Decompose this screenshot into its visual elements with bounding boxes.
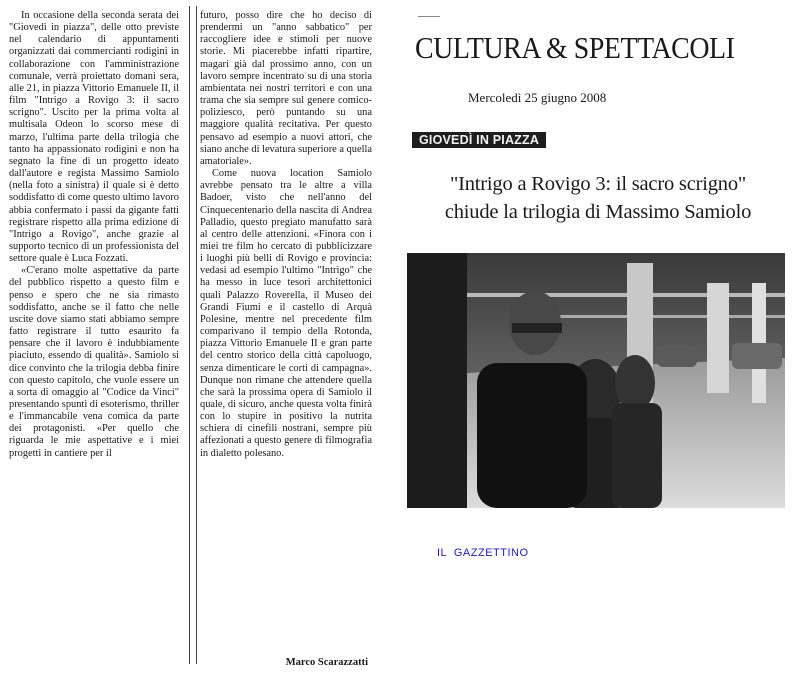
article-column-2 bbox=[200, 10, 372, 460]
page-mark bbox=[418, 16, 440, 17]
article-photo bbox=[407, 253, 785, 508]
issue-date: Mercoledì 25 giugno 2008 bbox=[468, 90, 607, 105]
headline-line-1: "Intrigo a Rovigo 3: il sacro scrigno" bbox=[449, 173, 747, 195]
column-rule bbox=[189, 6, 190, 664]
headline bbox=[408, 170, 788, 226]
article-paragraph: «C'erano molte aspettative da parte del pubblico rispetto a questo film e penso e spero che ne sia rimasto soddisfatto, anche se il fatto che nelle uscite dove siamo stati abbiamo sempre fatto registrare il tutto esaurito fa pensare che il lavoro è indubbiamente piaciuto, essendo di qualità». Samiolo si dice convinto che la trilogia debba finire con questo capitolo, che vuole essere un a sorta di omaggio al "Codice da Vinci" presentando spunti di esoterismo, thriller e l'immancabile vena comica da parte dei protagonisti. «Per quello che riguarda le mie aspettative e i miei progetti in cantiere per il bbox=[9, 265, 179, 459]
source-label: IL GAZZETTINO bbox=[437, 547, 529, 559]
section-title: CULTURA & SPETTACOLI bbox=[415, 30, 735, 65]
byline: Marco Scarazzatti bbox=[285, 657, 368, 668]
kicker-label: GIOVEDÌ IN PIAZZA bbox=[412, 132, 546, 148]
article-paragraph: In occasione della seconda serata dei "Giovedì in piazza", delle otto previste nel calendario di appuntamenti organizzati dai commercianti rodigini in collaborazione con l'amministrazione comunale, verrà proiettato domani sera, alle 21, in piazza Vittorio Emanuele II, il film "Intrigo a Rovigo 3: il sacro scrigno". Uscito per la prima volta al multisala Odeon lo scorso mese di marzo, l'ultima parte della trilogia che tanto ha appassionato rodigini e non ha segnato la fine di un progetto ideato dall'autore e regista Massimo Samiolo (nella foto a sinistra) il quale si è detto soddisfatto di come questo ultimo lavoro abbia confermato i passi da gigante fatti registrare rispetto alla prima edizione di "Intrigo a Rovigo", anche grazie al supporto tecnico di un professionista del settore quale è Luca Fozzati. bbox=[9, 10, 179, 265]
photo-illustration bbox=[407, 253, 785, 508]
article-paragraph: Come nuova location Samiolo avrebbe pensato tra le altre a villa Badoer, visto che nell'anno del Cinquecentenario della nascita di Andrea Palladio, questo pregiato manufatto sarà al centro delle attenzioni. «Finora con i miei tre film ho cercato di pubblicizzare i luoghi più belli di Rovigo e provincia: vedasi ad esempio l'ultimo "Intrigo" che ha messo in luce tesori architettonici quali Palazzo Roverella, il Museo dei Grandi Fiumi e il castello di Arquà Polesine, mentre nel precedente film comparivano il tempio della Rotonda, piazza Vittorio Emanuele II e gran parte del centro storico della città capoluogo, senza dimenticare le corti di campagna». Dunque non rimane che attendere quella che sarà la prossima opera di Samiolo il quale, di sicuro, anche questa volta finirà con lo stupire in positivo la nutrita schiera di cinefili nostrani, sempre più affezionati a questo genere di filmografia in dialetto polesano. bbox=[200, 168, 372, 459]
article-column-1 bbox=[9, 10, 179, 460]
headline-line-2: chiude la trilogia di Massimo Samiolo bbox=[444, 201, 752, 223]
article-paragraph: futuro, posso dire che ho deciso di prendermi un "anno sabbatico" per raccogliere idee e stimoli per nuove storie. Mi piacerebbe infatti ripartire, magari già dal prossimo anno, con un lavoro sempre incentrato su di una storia ambientata nei nostri territori e con una trama che sia sempre sul genere comico-poliziesco, però puntando su una maggiore qualità recitativa. Per questo pensavo ad esempio a nuovi attori, che siano anche di levatura superiore a quella amatoriale». bbox=[200, 10, 372, 167]
column-rule bbox=[196, 6, 197, 664]
